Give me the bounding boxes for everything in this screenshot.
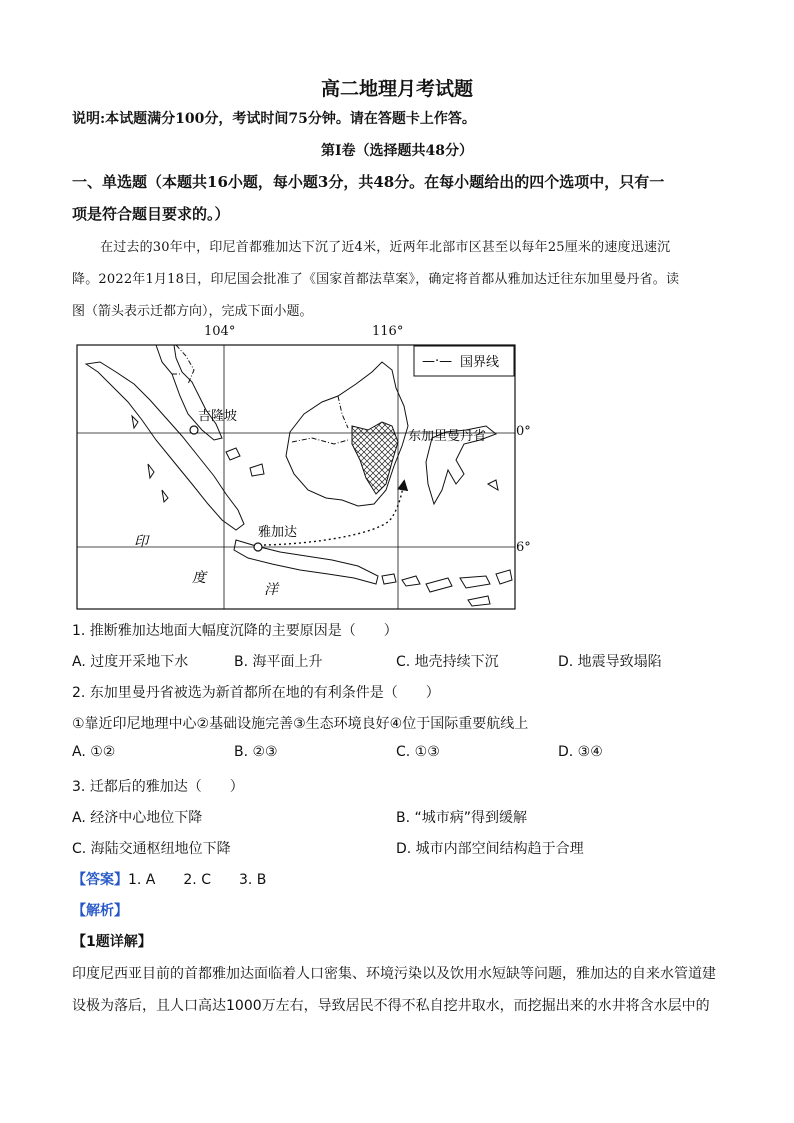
analysis-line1: 印度尼西亚目前的首都雅加达面临着人口密集、环境污染以及饮用水短缺等问题，雅加达的自来水管道建 [72,966,716,982]
question-1-option-c: C. 地壳持续下沉 [396,654,499,670]
part-title: 第Ⅰ卷（选择题共48分） [320,143,474,159]
passage-line3: 图（箭头表示迁都方向），完成下面小题。 [72,304,313,319]
legend-symbol: —·— [422,354,453,369]
question-3-option-b: B. “城市病”得到缓解 [396,810,528,826]
question-2-statements: ①靠近印尼地理中心②基础设施完善③生态环境良好④位于国际重要航线上 [72,716,529,732]
question-2-option-d: D. ③④ [558,744,603,760]
page-title: 高二地理月考试题 [320,78,473,100]
question-3-stem: 3. 迁都后的雅加达（ ） [72,779,244,795]
question-3-option-d: D. 城市内部空间结构趋于合理 [396,841,584,857]
question-3-option-c: C. 海陆交通枢纽地位下降 [72,841,231,857]
analysis-line2: 设极为落后，且人口高达1000万左右，导致居民不得不私自挖井取水，而挖掘出来的水井将含水层中的 [72,998,710,1014]
label-ocean-yin: 印 [134,534,148,550]
label-ocean-du: 度 [192,570,206,586]
question-2-stem: 2. 东加里曼丹省被选为新首都所在地的有利条件是（ ） [72,685,440,701]
passage-line2: 降。2022年1月18日，印尼国会批准了《国家首都法草案》，确定将首都从雅加达迁往东加里曼丹省。读 [72,272,680,287]
label-lat-6: 6° [516,540,531,555]
passage-line1: 在过去的30年中，印尼首都雅加达下沉了近4米，近两年北部市区甚至以每年25厘米的速度迅速沉 [100,240,671,255]
question-1-stem: 1. 推断雅加达地面大幅度沉降的主要原因是（ ） [72,623,398,639]
kuala-lumpur-marker [190,426,198,434]
question-3-option-a: A. 经济中心地位下降 [72,810,203,826]
label-east-kalimantan: 东加里曼丹省 [408,429,487,444]
section-heading-line2: 项是符合题目要求的。） [72,205,230,223]
analysis-subtag: 【1题详解】 [72,934,152,950]
instructions: 说明:本试题满分100分，考试时间75分钟。请在答题卡上作答。 [72,111,476,127]
answer-text: 1. A 2. C 3. B [128,872,267,888]
answer-line [72,869,266,889]
label-lat-0: 0° [516,424,531,439]
indonesia-map [76,344,516,610]
question-2-option-a: A. ①② [72,744,116,760]
label-kuala-lumpur: 吉隆坡 [198,409,238,424]
question-1-option-a: A. 过度开采地下水 [72,654,189,670]
answer-tag: 【答案】 [72,872,128,888]
question-2-option-c: C. ①③ [396,744,440,760]
question-1-option-b: B. 海平面上升 [234,654,323,670]
label-lon-104: 104° [204,324,236,339]
section-heading-line1: 一、单选题（本题共16小题，每小题3分，共48分。在每小题给出的四个选项中，只有一 [72,173,665,191]
label-ocean-yang: 洋 [264,582,278,598]
label-lon-116: 116° [372,324,404,339]
question-1-option-d: D. 地震导致塌陷 [558,654,662,670]
analysis-tag: 【解析】 [72,903,128,919]
jakarta-marker [254,543,262,551]
legend-label: 国界线 [460,355,500,370]
label-jakarta: 雅加达 [258,525,298,540]
question-2-option-b: B. ②③ [234,744,278,760]
